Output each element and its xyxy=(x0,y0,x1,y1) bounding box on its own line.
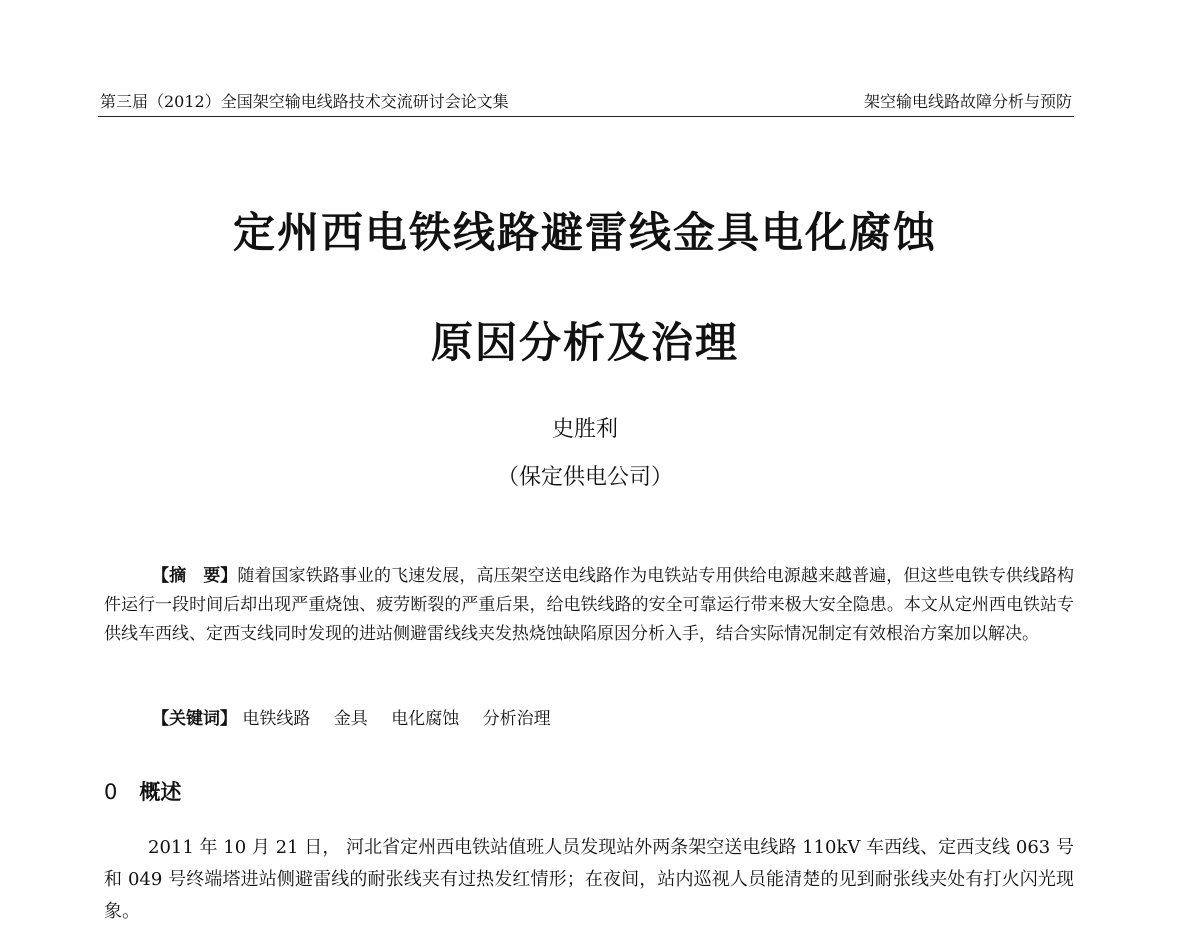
keywords xyxy=(152,705,569,734)
abstract xyxy=(104,562,1074,649)
body-paragraph: 2011 年 10 月 21 日， 河北省定州西电铁站值班人员发现站外两条架空送电线路 110kV 车西线、定西支线 063 号和 049 号终端塔进站侧避雷线的耐张线夹有过热发红情形；在夜间，站内巡视人员能清楚的见到耐张线夹处有打火闪光现象。 xyxy=(104,837,1074,922)
abstract-text: 随着国家铁路事业的飞速发展，高压架空送电线路作为电铁站专用供给电源越来越普遍，但这些电铁专供线路构件运行一段时间后却出现严重烧蚀、疲劳断裂的严重后果，给电铁线路的安全可靠运行带来极大安全隐患。本文从定州西电铁站专供线车西线、定西支线同时发现的进站侧避雷线线夹发热烧蚀缺陷原因分析入手，结合实际情况制定有效根治方案加以解决。 xyxy=(104,566,1075,644)
author-affiliation: （保定供电公司） xyxy=(496,465,673,490)
section-heading xyxy=(104,776,181,806)
keywords-label: 【关键词】 xyxy=(152,709,237,729)
running-header xyxy=(98,88,1074,117)
keyword: 分析治理 xyxy=(482,709,551,729)
paper-title-line-1: 定州西电铁线路避雷线金具电化腐蚀 xyxy=(232,208,937,257)
keyword: 电化腐蚀 xyxy=(391,709,460,729)
paper-title-line-2: 原因分析及治理 xyxy=(430,318,739,367)
author-name: 史胜利 xyxy=(551,417,618,442)
section-number: 0 xyxy=(104,780,118,804)
keyword: 金具 xyxy=(333,709,368,729)
header-section-title: 架空输电线路故障分析与预防 xyxy=(863,92,1072,111)
header-proceedings-title: 第三届（2012）全国架空输电线路技术交流研讨会论文集 xyxy=(100,92,509,111)
keyword: 电铁线路 xyxy=(242,709,311,729)
abstract-label: 【摘 要】 xyxy=(152,566,238,586)
section-title: 概述 xyxy=(139,780,182,804)
